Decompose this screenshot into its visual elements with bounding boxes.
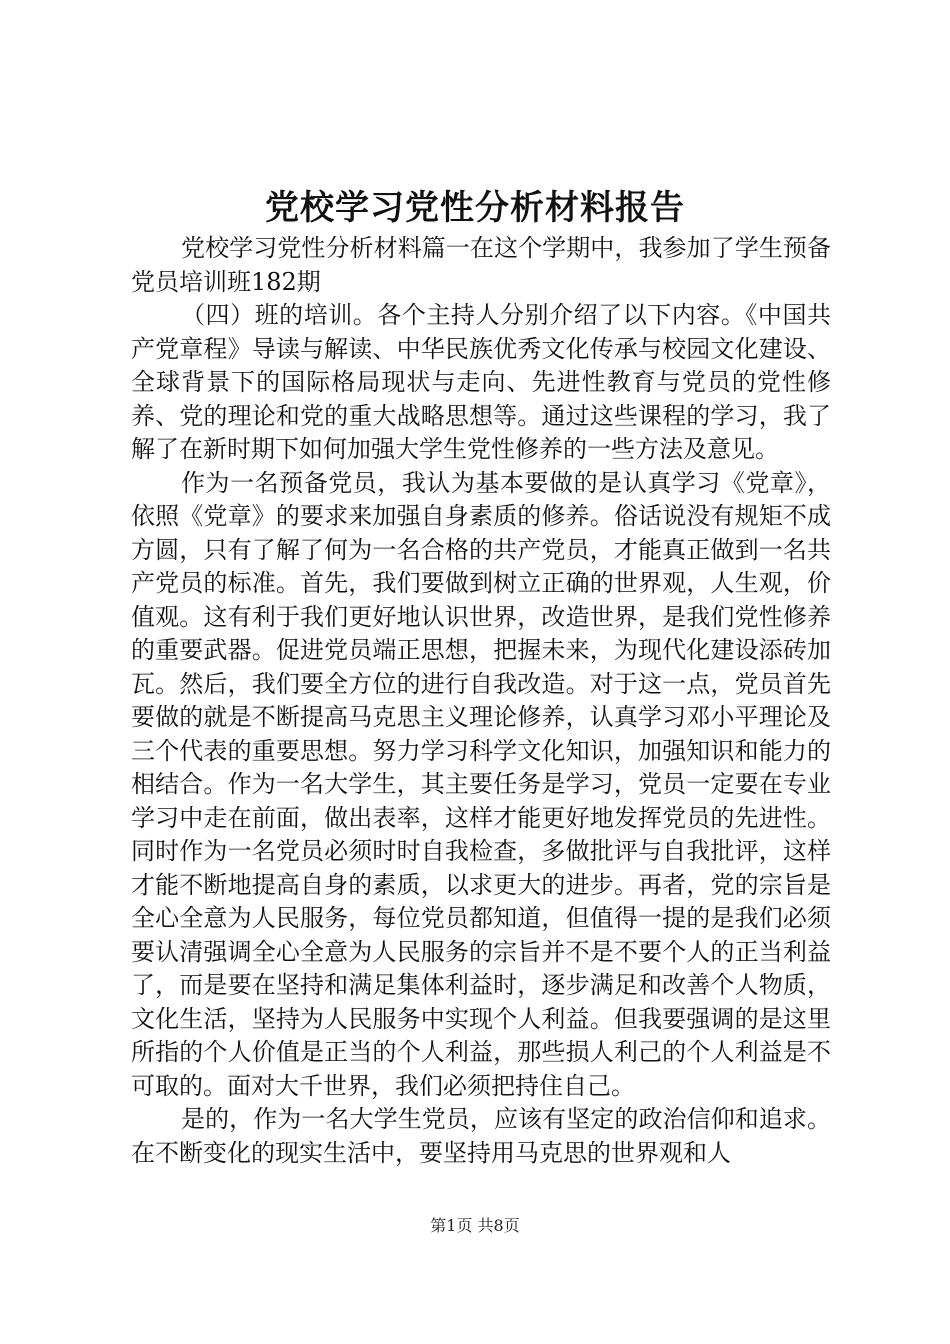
page-indicator: 第1页 共8页	[430, 1216, 520, 1235]
document-body	[131, 232, 831, 1170]
paragraph-4: 是的，作为一名大学生党员，应该有坚定的政治信仰和追求。在不断变化的现实生活中，要坚持用马克思的世界观和人	[131, 1105, 831, 1167]
paragraph-3: 作为一名预备党员，我认为基本要做的是认真学习《党章》，依照《党章》的要求来加强自身素质的修养。俗话说没有规矩不成方圆，只有了解了何为一名合格的共产党员，才能真正做到一名共产党员的标准。首先，我们要做到树立正确的世界观，人生观，价值观。这有利于我们更好地认识世界，改造世界，是我们党性修养的重要武器。促进党员端正思想，把握未来，为现代化建设添砖加瓦。然后，我们要全方位的进行自我改造。对于这一点，党员首先要做的就是不断提高马克思主义理论修养，认真学习邓小平理论及三个代表的重要思想。努力学习科学文化知识，加强知识和能力的相结合。作为一名大学生，其主要任务是学习，党员一定要在专业学习中走在前面，做出表率，这样才能更好地发挥党员的先进性。同时作为一名党员必须时时自我检查，多做批评与自我批评，这样才能不断地提高自身的素质，以求更大的进步。再者，党的宗旨是全心全意为人民服务，每位党员都知道，但值得一提的是我们必须要认清强调全心全意为人民服务的宗旨并不是不要个人的正当利益了，而是要在坚持和满足集体利益时，逐步满足和改善个人物质，文化生活，坚持为人民服务中实现个人利益。但我要强调的是这里所指的个人价值是正当的个人利益，那些损人利己的个人利益是不可取的。面对大千世界，我们必须把持住自己。	[131, 468, 831, 1100]
paragraph-2: （四）班的培训。各个主持人分别介绍了以下内容。《中国共产党章程》导读与解读、中华民族优秀文化传承与校园文化建设、全球背景下的国际格局现状与走向、先进性教育与党员的党性修养、党的理论和党的重大战略思想等。通过这些课程的学习，我了解了在新时期下如何加强大学生党性修养的一些方法及意见。	[131, 301, 831, 463]
document-title: 党校学习党性分析材料报告	[265, 188, 685, 228]
page-footer	[0, 1214, 950, 1238]
paragraph-1: 党校学习党性分析材料篇一在这个学期中，我参加了学生预备党员培训班182期	[131, 234, 831, 296]
